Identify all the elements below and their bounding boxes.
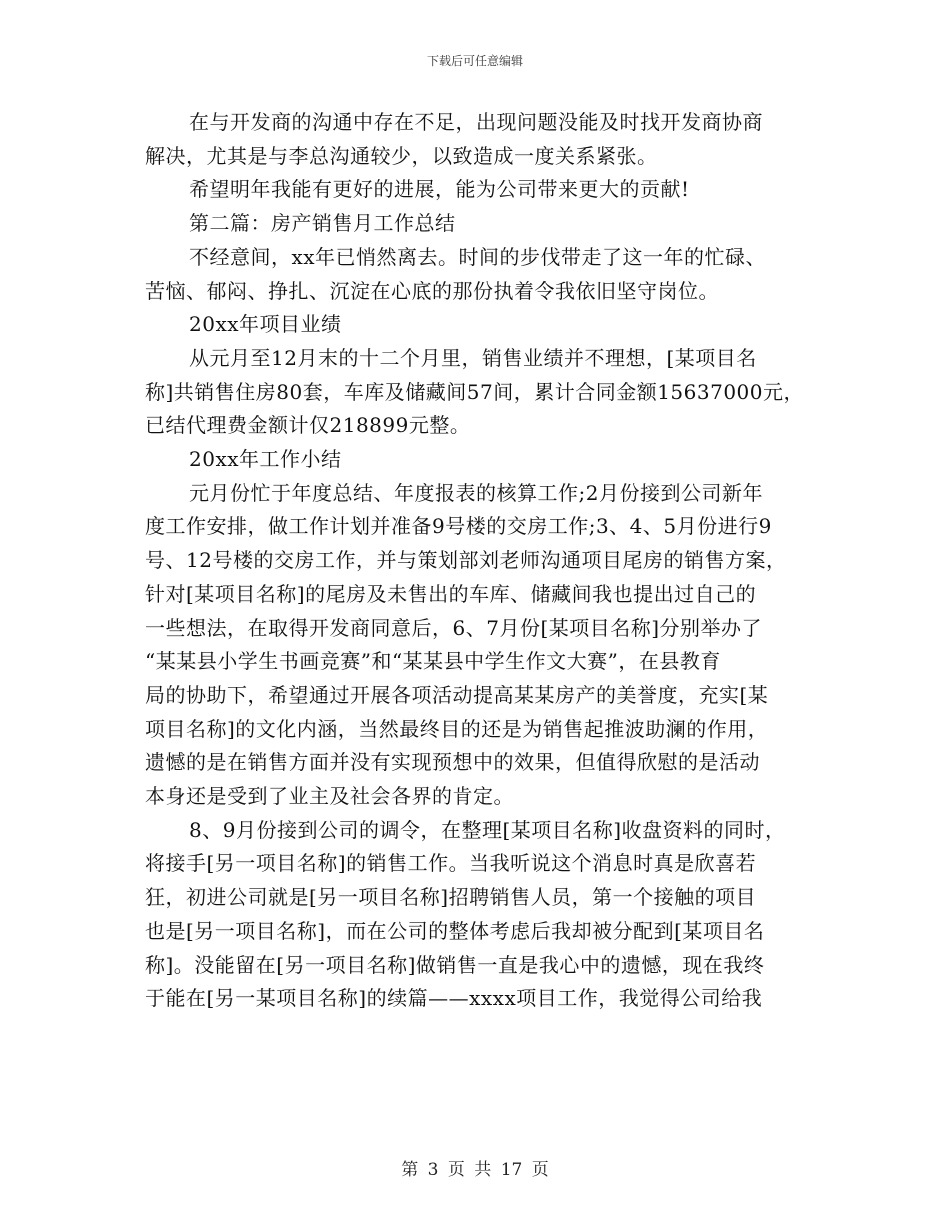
paragraph-line: 元月份忙于年度总结、年度报表的核算工作;2月份接到公司新年 bbox=[189, 480, 763, 505]
paragraph-line: 不经意间，xx年已悄然离去。时间的步伐带走了这一年的忙碌、 bbox=[189, 244, 767, 269]
paragraph-line: 一些想法，在取得开发商同意后，6、7月份[某项目名称]分别举办了 bbox=[145, 615, 763, 640]
paragraph-line: 将接手[另一项目名称]的销售工作。当我听说这个消息时真是欣喜若 bbox=[145, 851, 757, 876]
paragraph-line: 希望明年我能有更好的进展，能为公司带来更大的贡献! bbox=[189, 177, 690, 202]
body-text bbox=[145, 106, 817, 1016]
paragraph-line: 项目名称]的文化内涵，当然最终目的还是为销售起推波助澜的作用， bbox=[145, 716, 769, 741]
paragraph-line: 8、9月份接到公司的调令，在整理[某项目名称]收盘资料的同时， bbox=[189, 817, 786, 842]
paragraph-line: 从元月至12月末的十二个月里，销售业绩并不理想，[某项目名 bbox=[189, 345, 757, 370]
page-header: 下载后可任意编辑 bbox=[426, 54, 523, 68]
paragraph-line: 于能在[另一某项目名称]的续篇——xxxx项目工作，我觉得公司给我 bbox=[145, 986, 763, 1011]
paragraph-line: 狂，初进公司就是[另一项目名称]招聘销售人员，第一个接触的项目 bbox=[145, 885, 757, 910]
paragraph-line: 号、12号楼的交房工作，并与策划部刘老师沟通项目尾房的销售方案， bbox=[145, 548, 787, 573]
paragraph-line: 在与开发商的沟通中存在不足，出现问题没能及时找开发商协商 bbox=[189, 110, 763, 134]
paragraph-line: 称]共销售住房80套，车库及储藏间57间，累计合同金额15637000元， bbox=[145, 379, 804, 404]
paragraph-line: 也是[另一项目名称]，而在公司的整体考虑后我却被分配到[某项目名 bbox=[145, 918, 765, 943]
paragraph-line: “某某县小学生书画竞赛”和“某某县中学生作文大赛”，在县教育 bbox=[145, 649, 721, 674]
paragraph-line: 本身还是受到了业主及社会各界的肯定。 bbox=[145, 784, 514, 809]
paragraph-line: 称]。没能留在[另一项目名称]做销售一直是我心中的遗憾，现在我终 bbox=[145, 952, 765, 977]
paragraph-line: 苦恼、郁闷、挣扎、沉淀在心底的那份执着令我依旧坚守岗位。 bbox=[145, 278, 719, 303]
paragraph-line: 针对[某项目名称]的尾房及未售出的车库、储藏间我也提出过自己的 bbox=[145, 581, 757, 606]
page-footer: 第 3 页 共 17 页 bbox=[401, 1160, 549, 1180]
subsection-heading: 20xx年工作小结 bbox=[189, 447, 342, 472]
subsection-heading: 20xx年项目业绩 bbox=[189, 312, 342, 337]
paragraph-line: 局的协助下，希望通过开展各项活动提高某某房产的美誉度，充实[某 bbox=[145, 682, 769, 707]
paragraph-line: 已结代理费金额计仅218899元整。 bbox=[145, 413, 471, 438]
paragraph-line: 遗憾的是在销售方面并没有实现预想中的效果，但值得欣慰的是活动 bbox=[145, 750, 760, 775]
paragraph-line: 度工作安排，做工作计划并准备9号楼的交房工作;3、4、5月份进行9 bbox=[145, 514, 772, 539]
section-heading: 第二篇：房产销售月工作总结 bbox=[189, 211, 456, 236]
paragraph-line: 解决，尤其是与李总沟通较少，以致造成一度关系紧张。 bbox=[145, 143, 658, 168]
